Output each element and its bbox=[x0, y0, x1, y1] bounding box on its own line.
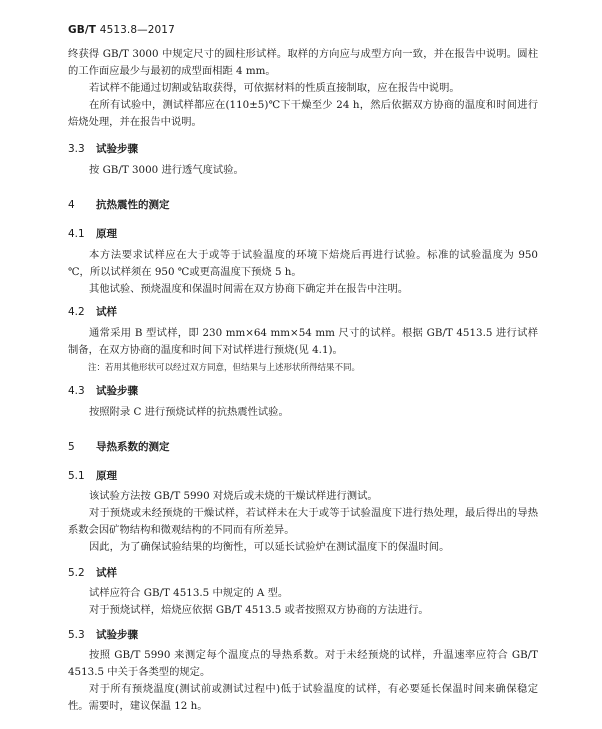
paragraph: 按照 GB/T 5990 来测定每个温度点的导热系数。对于未经预烧的试样，升温速率应符合 GB/T 4513.5 中关于各类型的规定。 bbox=[68, 649, 538, 678]
paragraph: 因此，为了确保试验结果的均衡性，可以延长试验炉在测试温度下的保温时间。 bbox=[89, 541, 450, 553]
section-number: 4.1 bbox=[68, 228, 85, 240]
section-heading-4-2 bbox=[68, 304, 117, 319]
section-number: 4.2 bbox=[68, 306, 85, 318]
section-number: 3.3 bbox=[68, 143, 85, 155]
section-title: 导热系数的测定 bbox=[96, 441, 170, 453]
paragraph: 在所有试验中，测试样都应在(110±5)℃下干燥至少 24 h，然后依据双方协商的温度和时间进行焙烧处理，并在报告中说明。 bbox=[68, 99, 538, 128]
paragraph: 对于预烧试样，焙烧应依据 GB/T 4513.5 或者按照双方协商的方法进行。 bbox=[89, 604, 429, 616]
section-heading-3-3 bbox=[68, 141, 138, 156]
paragraph: 终获得 GB/T 3000 中规定尺寸的圆柱形试样。取样的方向应与成型方向一致，并在报告中说明。圆柱的工作面应最少与最初的成型面相距 4 mm。 bbox=[68, 48, 538, 77]
section-title: 抗热震性的测定 bbox=[96, 199, 170, 211]
section-number: 4 bbox=[68, 199, 75, 211]
section-heading-5 bbox=[68, 439, 170, 454]
paragraph: 若试样不能通过切割或钻取获得，可依据材料的性质直接制取，应在报告中说明。 bbox=[89, 82, 460, 94]
section-number: 5.2 bbox=[68, 567, 85, 579]
section-heading-4-3 bbox=[68, 383, 138, 398]
section-heading-5-2 bbox=[68, 565, 117, 580]
section-number: 4.3 bbox=[68, 385, 85, 397]
paragraph: 按 GB/T 3000 进行透气度试验。 bbox=[89, 164, 244, 176]
section-title: 试验步骤 bbox=[96, 629, 138, 641]
section-title: 试样 bbox=[96, 567, 117, 579]
section-title: 试验步骤 bbox=[96, 143, 138, 155]
paragraph: 本方法要求试样应在大于或等于试验温度的环境下焙烧后再进行试验。标准的试验温度为 950 ℃，所以试样须在 950 ℃或更高温度下预烧 5 h。 bbox=[68, 249, 538, 278]
paragraph: 试样应符合 GB/T 4513.5 中规定的 A 型。 bbox=[89, 587, 289, 599]
section-title: 原理 bbox=[96, 228, 117, 240]
paragraph: 对于预烧或未经预烧的干燥试样，若试样未在大于或等于试验温度下进行热处理，最后得出的导热系数会因矿物结构和微观结构的不同而有所差异。 bbox=[68, 507, 538, 536]
section-number: 5.1 bbox=[68, 470, 85, 482]
page-header bbox=[68, 24, 175, 36]
standard-code: GB/T bbox=[68, 24, 97, 36]
paragraph: 对于所有预烧温度(测试前或测试过程中)低于试验温度的试样，有必要延长保温时间来确保稳定性。需要时，建议保温 12 h。 bbox=[68, 683, 538, 712]
section-title: 原理 bbox=[96, 470, 117, 482]
standard-number: 4513.8—2017 bbox=[99, 24, 175, 36]
note: 注：若用其他形状可以经过双方同意，但结果与上述形状所得结果不同。 bbox=[88, 363, 361, 373]
paragraph: 通常采用 B 型试样，即 230 mm×64 mm×54 mm 尺寸的试样。根据 GB/T 4513.5 进行试样制备，在双方协商的温度和时间下对试样进行预烧(见 4.1)。 bbox=[68, 327, 538, 356]
section-heading-5-3 bbox=[68, 627, 138, 642]
section-number: 5.3 bbox=[68, 629, 85, 641]
section-heading-5-1 bbox=[68, 468, 117, 483]
section-number: 5 bbox=[68, 441, 75, 453]
section-heading-4 bbox=[68, 197, 170, 212]
paragraph: 该试验方法按 GB/T 5990 对烧后或未烧的干燥试样进行测试。 bbox=[89, 490, 378, 502]
section-heading-4-1 bbox=[68, 226, 117, 241]
section-title: 试样 bbox=[96, 306, 117, 318]
paragraph: 其他试验、预烧温度和保温时间需在双方协商下确定并在报告中注明。 bbox=[89, 283, 409, 295]
paragraph: 按照附录 C 进行预烧试样的抗热震性试验。 bbox=[89, 406, 289, 418]
section-title: 试验步骤 bbox=[96, 385, 138, 397]
